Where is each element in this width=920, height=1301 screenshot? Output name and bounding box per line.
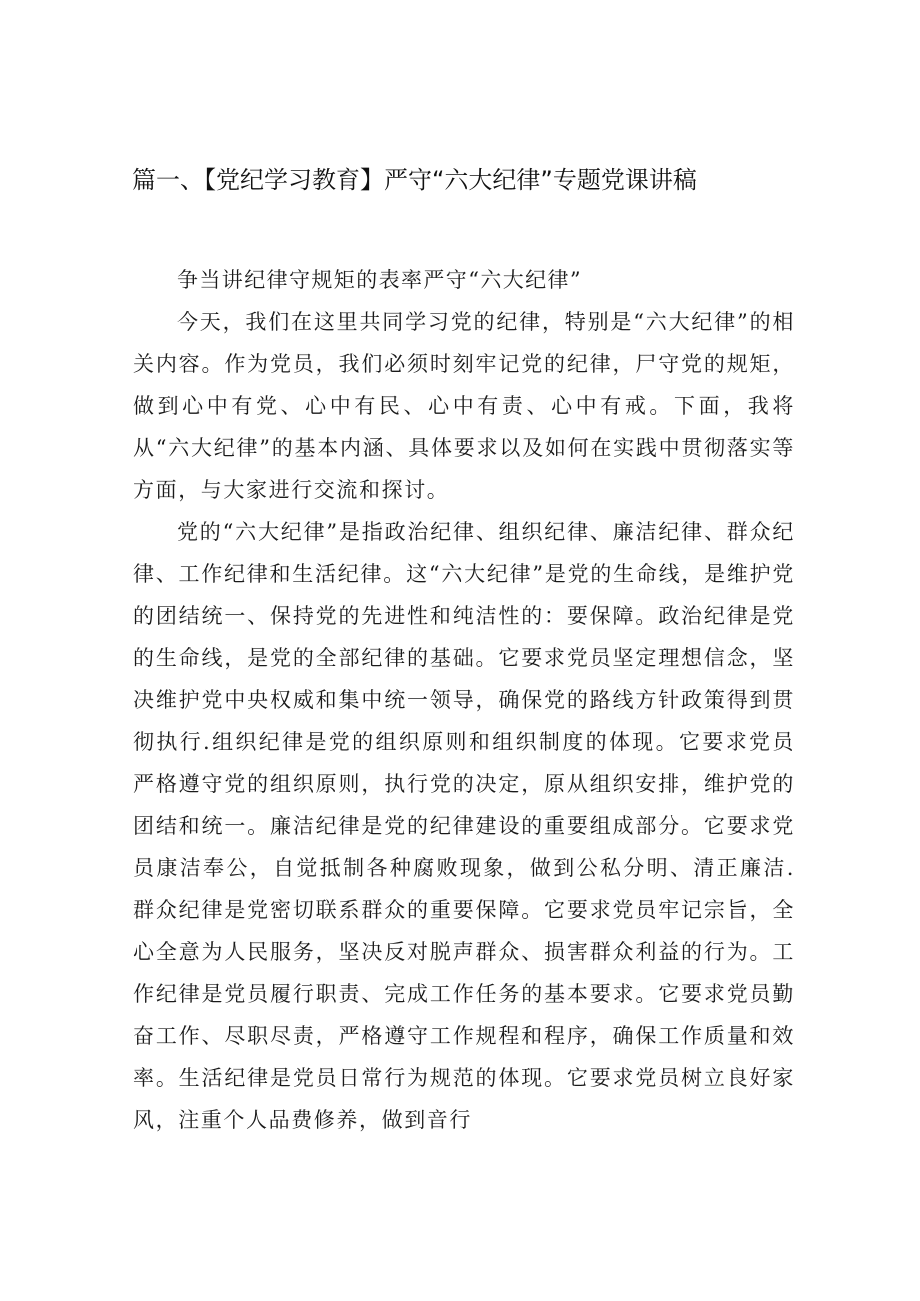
paragraph-intro: 今天，我们在这里共同学习党的纪律，特别是“六大纪律”的相关内容。作为党员，我们必须时刻牢记党的纪律，尸守党的规矩，做到心中有党、心中有民、心中有责、心中有戒。下面，我将从“六大纪律”的基本内涵、具体要求以及如何在实践中贯彻落实等方面，与大家进行交流和探讨。: [133, 310, 795, 502]
speech-subtitle: 争当讲纪律守规矩的表率严守“六大纪律”: [177, 268, 583, 292]
document-title: 篇一、【党纪学习教育】严守“六大纪律”专题党课讲稿: [132, 166, 697, 194]
document-body: [133, 259, 795, 1141]
paragraph-six-disciplines: 党的“六大纪律”是指政治纪律、组织纪律、廉洁纪律、群众纪律、工作纪律和生活纪律。这“六大纪律”是党的生命线，是维护党的团结统一、保持党的先进性和纯洁性的：要保障。政治纪律是党的生命线，是党的全部纪律的基础。它要求党员坚定理想信念，坚决维护党中央权威和集中统一领导，确保党的路线方针政策得到贯彻执行.组织纪律是党的组织原则和组织制度的体现。它要求党员严格遵守党的组织原则，执行党的决定，原从组织安排，维护党的团结和统一。廉洁纪律是党的纪律建设的重要组成部分。它要求党员康洁奉公，自觉抵制各种腐败现象，做到公私分明、清正廉洁.群众纪律是党密切联系群众的重要保障。它要求党员牢记宗旨，全心全意为人民服务，坚决反对脱声群众、损害群众利益的行为。工作纪律是党员履行职责、完成工作任务的基本要求。它要求党员勤奋工作、尽职尽责，严格遵守工作规程和程序，确保工作质量和效率。生活纪律是党员日常行为规范的体现。它要求党员树立良好家风，注重个人品费修养，做到音行: [133, 520, 795, 1132]
